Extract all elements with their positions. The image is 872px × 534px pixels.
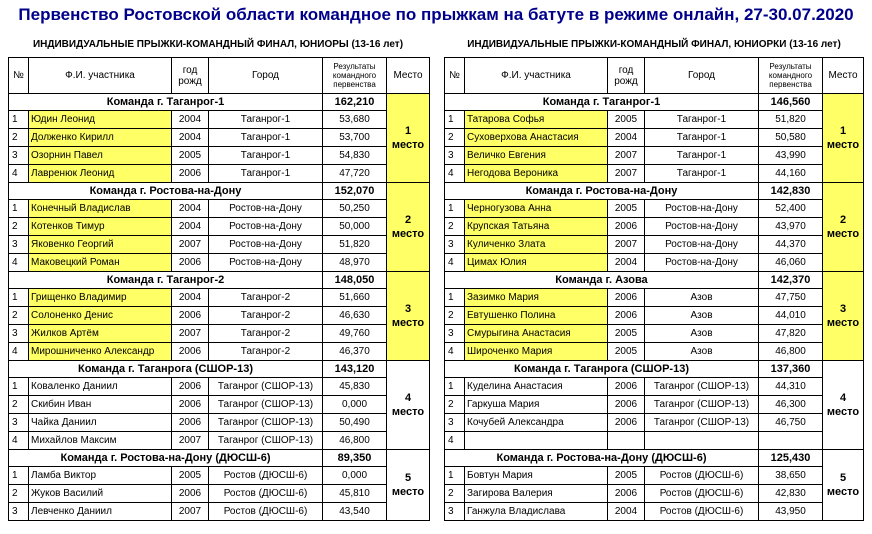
- athlete-score: 53,680: [323, 111, 387, 129]
- team-place: 2 место: [387, 183, 430, 272]
- athlete-city: Ростов-на-Дону: [209, 200, 323, 218]
- athlete-num: 3: [445, 414, 465, 432]
- athlete-num: 2: [9, 485, 29, 503]
- athlete-score: 48,970: [323, 254, 387, 272]
- athlete-name: Маковецкий Роман: [29, 254, 172, 272]
- athlete-num: 4: [445, 254, 465, 272]
- team-total: 125,430: [759, 450, 823, 467]
- athlete-name: Конечный Владислав: [29, 200, 172, 218]
- athlete-score: 43,970: [759, 218, 823, 236]
- athlete-name: Евтушенко Полина: [465, 307, 608, 325]
- athlete-score: 43,540: [323, 503, 387, 521]
- header-row: [9, 58, 430, 94]
- athlete-row: [9, 414, 430, 432]
- team-row: [445, 450, 864, 467]
- header-city: Город: [209, 58, 323, 94]
- team-row: [445, 272, 864, 289]
- athlete-name: Солоненко Денис: [29, 307, 172, 325]
- athlete-city: Таганрог-1: [209, 111, 323, 129]
- athlete-year: 2005: [172, 147, 209, 165]
- athlete-name: Чайка Даниил: [29, 414, 172, 432]
- athlete-score: 51,820: [759, 111, 823, 129]
- athlete-city: Таганрог-2: [209, 289, 323, 307]
- athlete-name: Юдин Леонид: [29, 111, 172, 129]
- athlete-row: [9, 236, 430, 254]
- team-total: 142,370: [759, 272, 823, 289]
- team-place: 1 место: [823, 94, 864, 183]
- athlete-row: [9, 289, 430, 307]
- athlete-year: 2006: [172, 254, 209, 272]
- athlete-year: 2006: [172, 307, 209, 325]
- athlete-city: Таганрог-2: [209, 325, 323, 343]
- team-row: [9, 361, 430, 378]
- athlete-year: 2006: [608, 378, 645, 396]
- athlete-score: [759, 432, 823, 450]
- team-place: 5 место: [823, 450, 864, 521]
- athlete-name: Ганжула Владислава: [465, 503, 608, 521]
- athlete-name: Татарова Софья: [465, 111, 608, 129]
- athlete-name: Цимах Юлия: [465, 254, 608, 272]
- athlete-num: 1: [445, 289, 465, 307]
- athlete-num: 1: [9, 378, 29, 396]
- athlete-name: Мирошниченко Александр: [29, 343, 172, 361]
- team-total: 148,050: [323, 272, 387, 289]
- header-num: №: [445, 58, 465, 94]
- athlete-num: 1: [9, 111, 29, 129]
- team-place: 1 место: [387, 94, 430, 183]
- athlete-name: Михайлов Максим: [29, 432, 172, 450]
- athlete-num: 3: [445, 236, 465, 254]
- athlete-city: Таганрог (СШОР-13): [645, 396, 759, 414]
- team-name: Команда г. Таганрог-1: [445, 94, 759, 111]
- athlete-score: 46,060: [759, 254, 823, 272]
- athlete-num: 4: [445, 165, 465, 183]
- athlete-name: Скибин Иван: [29, 396, 172, 414]
- athlete-num: 4: [445, 343, 465, 361]
- athlete-score: 53,700: [323, 129, 387, 147]
- team-row: [9, 94, 430, 111]
- team-name: Команда г. Азова: [445, 272, 759, 289]
- athlete-city: Азов: [645, 289, 759, 307]
- header-city: Город: [645, 58, 759, 94]
- athlete-row: [9, 378, 430, 396]
- athlete-score: 46,630: [323, 307, 387, 325]
- athlete-num: 1: [445, 378, 465, 396]
- athlete-city: Азов: [645, 325, 759, 343]
- athlete-score: 0,000: [323, 467, 387, 485]
- team-total: 146,560: [759, 94, 823, 111]
- athlete-city: Азов: [645, 343, 759, 361]
- athlete-row: [9, 325, 430, 343]
- athlete-score: 51,820: [323, 236, 387, 254]
- team-place: 3 место: [387, 272, 430, 361]
- team-total: 142,830: [759, 183, 823, 200]
- athlete-year: 2005: [608, 343, 645, 361]
- athlete-row: [9, 485, 430, 503]
- athlete-score: 46,750: [759, 414, 823, 432]
- athlete-score: 45,810: [323, 485, 387, 503]
- athlete-num: 4: [9, 254, 29, 272]
- athlete-score: 52,400: [759, 200, 823, 218]
- athlete-name: Бовтун Мария: [465, 467, 608, 485]
- team-name: Команда г. Ростова-на-Дону: [9, 183, 323, 200]
- athlete-year: 2006: [172, 165, 209, 183]
- team-place: 4 место: [823, 361, 864, 450]
- athlete-year: 2006: [172, 414, 209, 432]
- team-row: [445, 361, 864, 378]
- athlete-city: Ростов (ДЮСШ-6): [645, 485, 759, 503]
- athlete-score: 47,750: [759, 289, 823, 307]
- athlete-score: 43,950: [759, 503, 823, 521]
- team-place: 3 место: [823, 272, 864, 361]
- athlete-num: 1: [9, 200, 29, 218]
- athlete-city: [645, 432, 759, 450]
- athlete-num: 1: [9, 467, 29, 485]
- athlete-name: Зазимко Мария: [465, 289, 608, 307]
- athlete-score: 50,580: [759, 129, 823, 147]
- athlete-row: [445, 200, 864, 218]
- athlete-row: [445, 254, 864, 272]
- team-total: 143,120: [323, 361, 387, 378]
- athlete-name: Величко Евгения: [465, 147, 608, 165]
- athlete-row: [445, 111, 864, 129]
- athlete-city: Ростов-на-Дону: [209, 254, 323, 272]
- athlete-year: 2006: [172, 378, 209, 396]
- athlete-name: Котенков Тимур: [29, 218, 172, 236]
- athlete-row: [445, 396, 864, 414]
- athlete-year: 2004: [608, 254, 645, 272]
- athlete-score: 45,830: [323, 378, 387, 396]
- team-name: Команда г. Таганрога (СШОР-13): [445, 361, 759, 378]
- athlete-name: Широченко Мария: [465, 343, 608, 361]
- team-total: 162,210: [323, 94, 387, 111]
- athlete-score: 49,760: [323, 325, 387, 343]
- athlete-name: Смурыгина Анастасия: [465, 325, 608, 343]
- athlete-score: 51,660: [323, 289, 387, 307]
- athlete-num: 2: [9, 396, 29, 414]
- athlete-city: Ростов-на-Дону: [645, 236, 759, 254]
- subtitle-girls: ИНДИВИДУАЛЬНЫЕ ПРЫЖКИ-КОМАНДНЫЙ ФИНАЛ, ЮНИОРКИ (13-16 лет): [467, 39, 841, 50]
- athlete-row: [9, 254, 430, 272]
- athlete-row: [445, 129, 864, 147]
- page-title: Первенство Ростовской области командное по прыжкам на батуте в режиме онлайн, 27-30.07.2020: [18, 5, 854, 24]
- athlete-name: [465, 432, 608, 450]
- athlete-score: 47,720: [323, 165, 387, 183]
- athlete-score: 54,830: [323, 147, 387, 165]
- results-table-juniors: [8, 57, 430, 521]
- athlete-score: 50,250: [323, 200, 387, 218]
- athlete-year: 2007: [608, 236, 645, 254]
- athlete-score: 46,800: [323, 432, 387, 450]
- athlete-year: 2006: [608, 289, 645, 307]
- athlete-name: Кочубей Александра: [465, 414, 608, 432]
- athlete-year: 2006: [608, 396, 645, 414]
- athlete-year: 2005: [608, 325, 645, 343]
- athlete-city: Таганрог-2: [209, 307, 323, 325]
- athlete-num: 1: [445, 111, 465, 129]
- athlete-num: 1: [445, 467, 465, 485]
- athlete-city: Таганрог (СШОР-13): [209, 378, 323, 396]
- athlete-city: Таганрог (СШОР-13): [209, 396, 323, 414]
- athlete-city: Таганрог-1: [645, 111, 759, 129]
- athlete-name: Жилков Артём: [29, 325, 172, 343]
- athlete-num: 3: [445, 147, 465, 165]
- athlete-city: Таганрог-1: [209, 129, 323, 147]
- athlete-score: 43,990: [759, 147, 823, 165]
- athlete-name: Суховерхова Анастасия: [465, 129, 608, 147]
- team-name: Команда г. Таганрог-1: [9, 94, 323, 111]
- athlete-num: 1: [9, 289, 29, 307]
- athlete-num: 3: [9, 236, 29, 254]
- athlete-score: 38,650: [759, 467, 823, 485]
- athlete-year: 2004: [172, 200, 209, 218]
- athlete-score: 44,010: [759, 307, 823, 325]
- athlete-row: [445, 165, 864, 183]
- athlete-year: 2005: [608, 467, 645, 485]
- athlete-row: [445, 289, 864, 307]
- athlete-row: [9, 129, 430, 147]
- athlete-name: Жуков Василий: [29, 485, 172, 503]
- athlete-city: Таганрог (СШОР-13): [645, 378, 759, 396]
- athlete-year: 2006: [608, 414, 645, 432]
- athlete-year: 2005: [172, 467, 209, 485]
- athlete-num: 2: [445, 396, 465, 414]
- athlete-row: [445, 236, 864, 254]
- athlete-name: Озорнин Павел: [29, 147, 172, 165]
- athlete-name: Загирова Валерия: [465, 485, 608, 503]
- athlete-year: 2004: [608, 129, 645, 147]
- athlete-city: Ростов-на-Дону: [209, 218, 323, 236]
- athlete-name: Яковенко Георгий: [29, 236, 172, 254]
- athlete-city: Ростов-на-Дону: [645, 200, 759, 218]
- athlete-row: [445, 503, 864, 521]
- team-name: Команда г. Ростова-на-Дону: [445, 183, 759, 200]
- athlete-score: 50,490: [323, 414, 387, 432]
- athlete-name: Долженко Кирилл: [29, 129, 172, 147]
- athlete-num: 3: [9, 325, 29, 343]
- team-place: 2 место: [823, 183, 864, 272]
- athlete-row: [9, 307, 430, 325]
- athlete-city: Ростов (ДЮСШ-6): [645, 503, 759, 521]
- athlete-row: [9, 503, 430, 521]
- athlete-name: Куличенко Злата: [465, 236, 608, 254]
- athlete-city: Таганрог-1: [645, 147, 759, 165]
- team-row: [445, 94, 864, 111]
- athlete-row: [445, 485, 864, 503]
- athlete-year: 2006: [608, 307, 645, 325]
- team-row: [9, 450, 430, 467]
- athlete-num: 1: [445, 200, 465, 218]
- team-place: 5 место: [387, 450, 430, 521]
- athlete-score: 46,300: [759, 396, 823, 414]
- subtitle-juniors: ИНДИВИДУАЛЬНЫЕ ПРЫЖКИ-КОМАНДНЫЙ ФИНАЛ, ЮНИОРЫ (13-16 лет): [32, 39, 404, 50]
- athlete-score: 44,160: [759, 165, 823, 183]
- athlete-name: Куделина Анастасия: [465, 378, 608, 396]
- athlete-city: Таганрог-1: [645, 165, 759, 183]
- athlete-year: 2006: [172, 343, 209, 361]
- athlete-name: Грищенко Владимир: [29, 289, 172, 307]
- athlete-city: Ростов (ДЮСШ-6): [209, 503, 323, 521]
- athlete-num: 2: [445, 485, 465, 503]
- header-place: Место: [387, 58, 430, 94]
- team-name: Команда г. Таганрог-2: [9, 272, 323, 289]
- header-result: Результаты командного первенства: [323, 58, 387, 94]
- athlete-score: 46,370: [323, 343, 387, 361]
- athlete-year: 2004: [172, 129, 209, 147]
- athlete-city: Таганрог (СШОР-13): [209, 414, 323, 432]
- athlete-score: 44,370: [759, 236, 823, 254]
- athlete-num: 2: [445, 218, 465, 236]
- athlete-row: [445, 307, 864, 325]
- team-row: [445, 183, 864, 200]
- athlete-num: 4: [445, 432, 465, 450]
- athlete-num: 3: [9, 503, 29, 521]
- athlete-row: [445, 218, 864, 236]
- header-name: Ф.И. участника: [29, 58, 172, 94]
- athlete-name: Левченко Даниил: [29, 503, 172, 521]
- athlete-year: 2007: [172, 325, 209, 343]
- athlete-score: 0,000: [323, 396, 387, 414]
- athlete-year: 2007: [608, 165, 645, 183]
- athlete-row: [9, 343, 430, 361]
- athlete-row: [445, 147, 864, 165]
- athlete-num: 4: [9, 165, 29, 183]
- athlete-score: 46,800: [759, 343, 823, 361]
- athlete-year: 2004: [172, 218, 209, 236]
- athlete-row: [445, 343, 864, 361]
- athlete-city: Таганрог (СШОР-13): [645, 414, 759, 432]
- team-total: 152,070: [323, 183, 387, 200]
- athlete-year: 2006: [172, 485, 209, 503]
- athlete-row: [9, 165, 430, 183]
- athlete-row: [9, 218, 430, 236]
- team-name: Команда г. Ростова-на-Дону (ДЮСШ-6): [445, 450, 759, 467]
- athlete-score: 42,830: [759, 485, 823, 503]
- athlete-score: 50,000: [323, 218, 387, 236]
- athlete-num: 2: [9, 307, 29, 325]
- athlete-city: Ростов-на-Дону: [209, 236, 323, 254]
- athlete-year: 2007: [172, 236, 209, 254]
- athlete-row: [9, 200, 430, 218]
- athlete-row: [445, 378, 864, 396]
- athlete-year: 2004: [172, 289, 209, 307]
- athlete-name: Черногузова Анна: [465, 200, 608, 218]
- team-place: 4 место: [387, 361, 430, 450]
- team-total: 89,350: [323, 450, 387, 467]
- athlete-year: 2007: [608, 147, 645, 165]
- athlete-city: Ростов (ДЮСШ-6): [209, 467, 323, 485]
- athlete-score: 47,820: [759, 325, 823, 343]
- athlete-name: Лавренюк Леонид: [29, 165, 172, 183]
- athlete-year: 2006: [608, 485, 645, 503]
- header-row: [445, 58, 864, 94]
- athlete-num: 3: [9, 147, 29, 165]
- athlete-row: [9, 147, 430, 165]
- header-result: Результаты командного первенства: [759, 58, 823, 94]
- athlete-city: Ростов-на-Дону: [645, 254, 759, 272]
- results-table-girls: [444, 57, 864, 521]
- athlete-num: 4: [9, 432, 29, 450]
- athlete-row: [9, 432, 430, 450]
- athlete-row: [445, 325, 864, 343]
- athlete-num: 3: [445, 503, 465, 521]
- athlete-num: 3: [9, 414, 29, 432]
- header-name: Ф.И. участника: [465, 58, 608, 94]
- header-year: год рожд: [172, 58, 209, 94]
- header-place: Место: [823, 58, 864, 94]
- athlete-city: Таганрог-1: [209, 165, 323, 183]
- athlete-city: Таганрог (СШОР-13): [209, 432, 323, 450]
- header-num: №: [9, 58, 29, 94]
- athlete-city: Таганрог-1: [645, 129, 759, 147]
- athlete-city: Ростов-на-Дону: [645, 218, 759, 236]
- athlete-year: 2007: [172, 432, 209, 450]
- athlete-row: [9, 467, 430, 485]
- athlete-city: Таганрог-1: [209, 147, 323, 165]
- athlete-name: Коваленко Даниил: [29, 378, 172, 396]
- athlete-city: Ростов (ДЮСШ-6): [645, 467, 759, 485]
- team-name: Команда г. Таганрога (СШОР-13): [9, 361, 323, 378]
- athlete-num: 3: [445, 325, 465, 343]
- athlete-score: 44,310: [759, 378, 823, 396]
- athlete-num: 4: [9, 343, 29, 361]
- athlete-year: 2006: [608, 218, 645, 236]
- athlete-row: [445, 432, 864, 450]
- team-row: [9, 183, 430, 200]
- athlete-city: Таганрог-2: [209, 343, 323, 361]
- athlete-year: [608, 432, 645, 450]
- team-row: [9, 272, 430, 289]
- athlete-num: 2: [445, 129, 465, 147]
- athlete-row: [9, 396, 430, 414]
- athlete-num: 2: [9, 218, 29, 236]
- athlete-year: 2007: [172, 503, 209, 521]
- athlete-year: 2004: [608, 503, 645, 521]
- team-name: Команда г. Ростова-на-Дону (ДЮСШ-6): [9, 450, 323, 467]
- athlete-name: Гаркуша Мария: [465, 396, 608, 414]
- team-total: 137,360: [759, 361, 823, 378]
- athlete-num: 2: [9, 129, 29, 147]
- athlete-name: Ламба Виктор: [29, 467, 172, 485]
- athlete-city: Ростов (ДЮСШ-6): [209, 485, 323, 503]
- athlete-year: 2004: [172, 111, 209, 129]
- athlete-city: Азов: [645, 307, 759, 325]
- athlete-row: [445, 467, 864, 485]
- athlete-year: 2005: [608, 111, 645, 129]
- athlete-name: Крупская Татьяна: [465, 218, 608, 236]
- athlete-year: 2006: [172, 396, 209, 414]
- athlete-num: 2: [445, 307, 465, 325]
- athlete-year: 2005: [608, 200, 645, 218]
- athlete-row: [9, 111, 430, 129]
- header-year: год рожд: [608, 58, 645, 94]
- athlete-name: Негодова Вероника: [465, 165, 608, 183]
- athlete-row: [445, 414, 864, 432]
